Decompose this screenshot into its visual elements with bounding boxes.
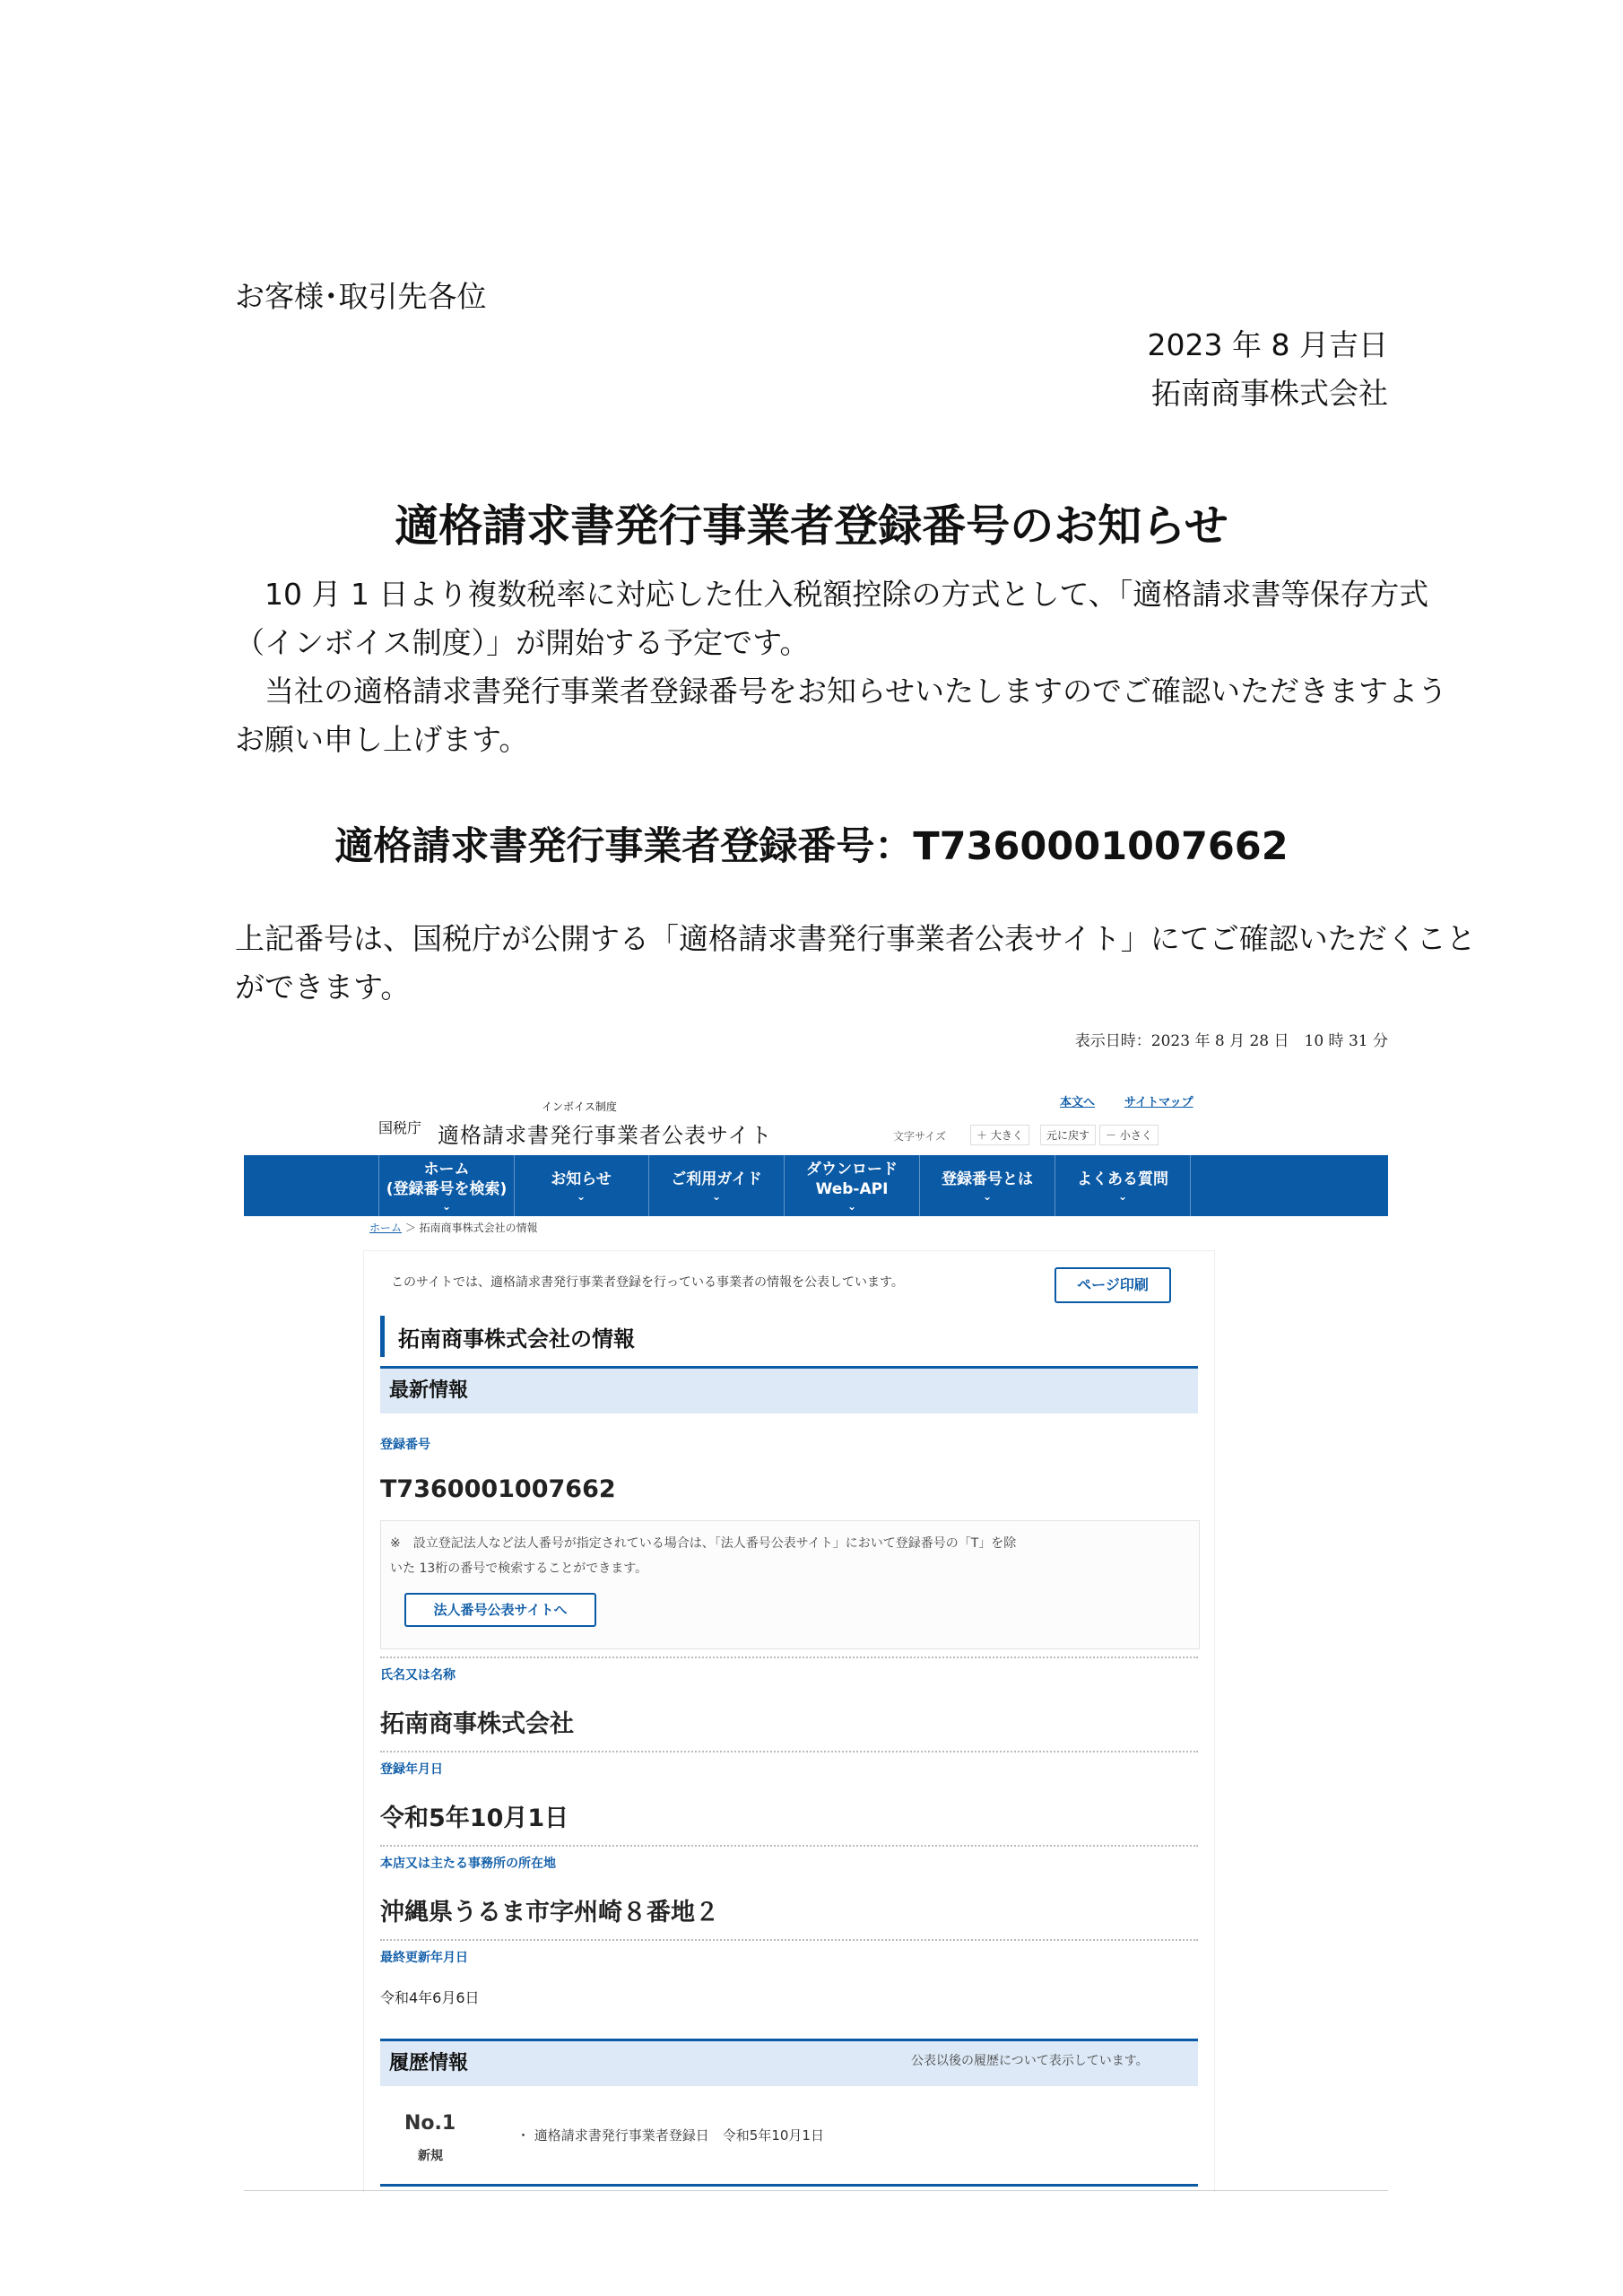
nav-download[interactable]: [785, 1155, 920, 1216]
history-title: 履歴情報: [389, 2052, 469, 2074]
nav-news[interactable]: [514, 1155, 649, 1216]
reg-value: T7360001007662: [380, 1475, 616, 1503]
notice-box: [380, 1520, 1200, 1649]
skip-to-main-link[interactable]: 本文へ: [1060, 1096, 1096, 1109]
nav-label: お知らせ: [551, 1170, 612, 1188]
body-line: 当社の適格請求書発行事業者登録番号をお知らせいたしますのでご確認いただきますよう: [235, 674, 1448, 709]
history-item: ・ 適格請求書発行事業者登録日 令和5年10月1日: [516, 2127, 824, 2144]
registration-number: 適格請求書発行事業者登録番号：T7360001007662: [334, 824, 1289, 869]
address-label: 本店又は主たる事務所の所在地: [380, 1857, 556, 1871]
agency-name: 国税庁: [378, 1119, 422, 1136]
addressee: お客様･取引先各位: [235, 279, 487, 314]
nav-faq[interactable]: [1055, 1155, 1191, 1216]
nav-about-number[interactable]: [920, 1155, 1055, 1216]
chevron-down-icon: ⌄: [441, 1200, 452, 1213]
chevron-down-icon: ⌄: [576, 1190, 586, 1203]
latest-section-bar: [380, 1366, 1198, 1413]
nav-label-sub: Web-API: [815, 1180, 889, 1198]
nav-guide[interactable]: [649, 1155, 785, 1216]
font-reset-button[interactable]: 元に戻す: [1040, 1125, 1096, 1145]
chevron-down-icon: ⌄: [1117, 1190, 1128, 1203]
site-screenshot: [244, 1058, 1388, 2193]
divider: [380, 1751, 1198, 1752]
name-label: 氏名又は名称: [380, 1668, 456, 1683]
note-line: ができます。: [235, 970, 411, 1004]
divider: [380, 1939, 1198, 1941]
nav-label: ダウンロード: [806, 1161, 898, 1178]
chevron-down-icon: ⌄: [846, 1200, 857, 1213]
screenshot-bottom-edge: [244, 2190, 1388, 2191]
site-header: [378, 1085, 1203, 1157]
latest-title: 最新情報: [389, 1379, 469, 1402]
updated-value: 令和4年6月6日: [380, 1989, 480, 2006]
nav-label: 登録番号とは: [942, 1170, 1033, 1188]
nav-label-sub: (登録番号を検索): [386, 1180, 508, 1198]
body-line: お願い申し上げます。: [235, 722, 529, 757]
intro-text: このサイトでは、適格請求書発行事業者登録を行っている事業者の情報を公表しています。: [391, 1275, 904, 1290]
notice-line: いた 13桁の番号で検索することができます。: [390, 1561, 648, 1576]
breadcrumb: [369, 1220, 538, 1235]
divider: [380, 1657, 1198, 1658]
reg-label: 登録番号: [380, 1438, 430, 1452]
font-larger-button[interactable]: ＋ 大きく: [970, 1125, 1029, 1145]
history-type: 新規: [418, 2149, 443, 2163]
updated-label: 最終更新年月日: [380, 1951, 468, 1965]
letter-date: 2023 年 8 月吉日: [1147, 327, 1388, 362]
letter-title: 適格請求書発行事業者登録番号のお知らせ: [395, 500, 1228, 552]
history-bottom-line: [380, 2184, 1198, 2187]
site-title[interactable]: 適格請求書発行事業者公表サイト: [438, 1123, 773, 1148]
site-nav: [244, 1155, 1388, 1216]
nav-label: ご利用ガイド: [671, 1170, 762, 1188]
history-note: 公表以後の履歴について表示しています。: [911, 2054, 1149, 2068]
font-smaller-button[interactable]: － 小さく: [1099, 1125, 1159, 1145]
nav-home[interactable]: [378, 1155, 515, 1216]
breadcrumb-home[interactable]: ホーム: [369, 1222, 403, 1234]
nav-label: ホーム: [423, 1161, 470, 1178]
print-button[interactable]: ページ印刷: [1055, 1267, 1171, 1303]
main-panel: [364, 1251, 1214, 2193]
breadcrumb-current: 拓南商事株式会社の情報: [419, 1222, 538, 1234]
sitemap-link[interactable]: サイトマップ: [1124, 1096, 1193, 1109]
body-line: 10 月 1 日より複数税率に対応した仕入税額控除の方式として、「適格請求書等保存方式: [235, 577, 1429, 612]
company-heading: 拓南商事株式会社の情報: [398, 1326, 635, 1352]
company-name: 拓南商事株式会社: [1151, 376, 1388, 411]
screenshot-timestamp: 表示日時：2023 年 8 月 28 日 10 時 31 分: [1074, 1032, 1388, 1050]
name-value: 拓南商事株式会社: [380, 1710, 574, 1738]
chevron-down-icon: ⌄: [711, 1190, 722, 1203]
body-line: （インボイス制度）」が開始する予定です。: [235, 625, 810, 660]
nav-label: よくある質問: [1077, 1170, 1168, 1188]
history-number: No.1: [404, 2112, 456, 2135]
chevron-down-icon: ⌄: [982, 1190, 993, 1203]
note-line: 上記番号は、国税庁が公開する「適格請求書発行事業者公表サイト」にてご確認いただくこと: [235, 921, 1476, 956]
chevron-right-icon: ＞: [404, 1222, 420, 1234]
divider: [380, 1845, 1198, 1847]
font-size-label: 文字サイズ: [893, 1130, 947, 1143]
address-value: 沖縄県うるま市字州崎８番地２: [380, 1899, 719, 1926]
notice-line: ※ 設立登記法人など法人番号が指定されている場合は、「法人番号公表サイト」において登録番号の「T」を除: [390, 1536, 1017, 1551]
site-subtitle: インボイス制度: [542, 1100, 617, 1113]
date-value: 令和5年10月1日: [380, 1805, 569, 1832]
corp-number-site-button[interactable]: 法人番号公表サイトへ: [404, 1593, 596, 1627]
date-label: 登録年月日: [380, 1762, 443, 1777]
